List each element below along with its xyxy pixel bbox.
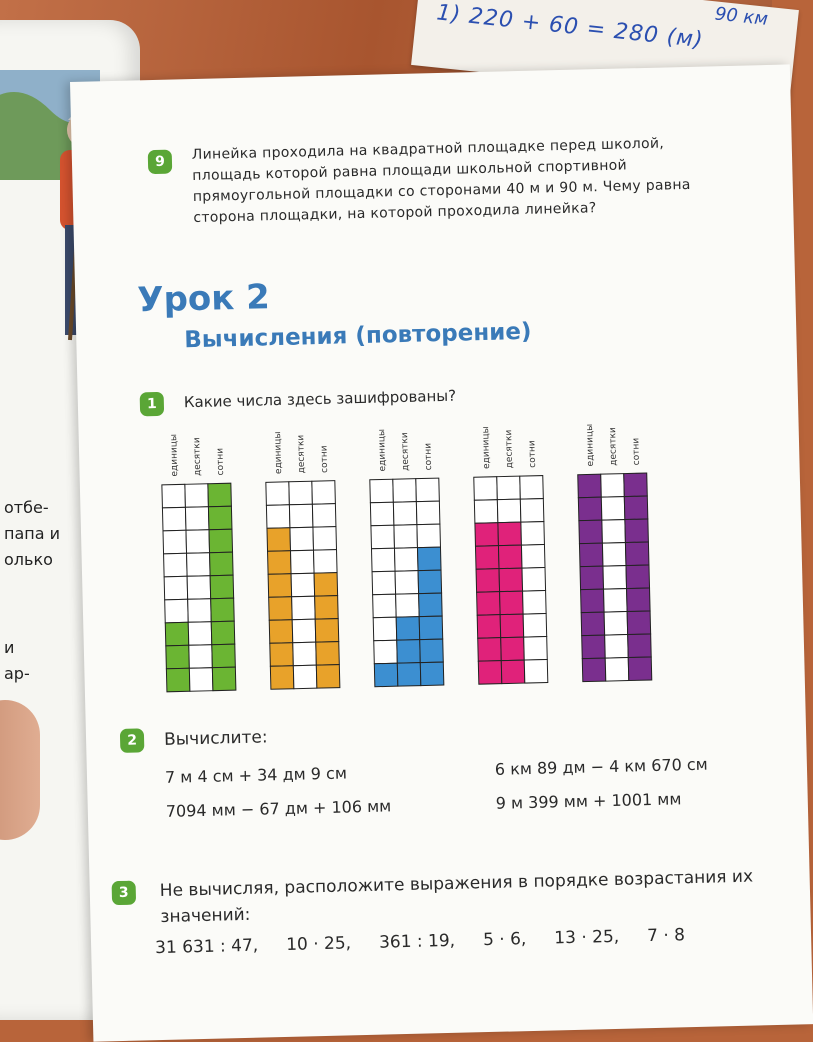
column-label: сотни (215, 447, 227, 476)
grid-cell (626, 565, 650, 589)
grid-cell (185, 484, 209, 508)
grid-cell (396, 617, 420, 641)
grid-cell (316, 642, 340, 666)
grid-cell (270, 643, 294, 667)
left-page-line: и (4, 638, 15, 657)
exercise-9-badge: 9 (148, 150, 173, 175)
grid-cell (396, 594, 420, 618)
grid-cell (393, 479, 417, 503)
grid-cell (523, 591, 547, 615)
grid-cell (624, 473, 648, 497)
grid-cell (581, 612, 605, 636)
grid-cell (187, 576, 211, 600)
expression: 6 км 89 дм − 4 км 670 см (494, 754, 708, 779)
grid-cell (314, 550, 338, 574)
grid-cell (520, 499, 544, 523)
grid-cell (210, 552, 234, 576)
exercise-3-text: Не вычисляя, расположите выражения в порядке возрастания их значений: (159, 866, 754, 928)
grid-cell (605, 658, 629, 682)
grid-cell (292, 596, 316, 620)
grid-cell (602, 543, 626, 567)
grid-cell (164, 553, 188, 577)
grid-cell (268, 551, 292, 575)
grid-cell (475, 523, 499, 547)
grid-cell (312, 481, 336, 505)
grid-cell (373, 617, 397, 641)
grid-cell (498, 545, 522, 569)
grid-cell (211, 598, 235, 622)
column-label: единицы (273, 431, 285, 475)
grid-cell (166, 645, 190, 669)
grid-cell (293, 665, 317, 689)
grid-cell (500, 591, 524, 615)
sequence-item: 31 631 : 47, (154, 935, 259, 959)
textbook-page (70, 64, 813, 1041)
grid-cell (394, 548, 418, 572)
exercise-1-question: Какие числа здесь зашифрованы? (183, 386, 457, 412)
grid-cell (581, 589, 605, 613)
grid-cell (208, 506, 232, 530)
grid-cell (628, 657, 652, 681)
grid-cell (186, 530, 210, 554)
finger (0, 700, 40, 840)
grid-cell (373, 594, 397, 618)
lesson-title: Урок 2 (136, 277, 271, 321)
grid-cell (501, 637, 525, 661)
grid-cell (211, 621, 235, 645)
grid-cell (292, 619, 316, 643)
grid-cell (524, 637, 548, 661)
grid-cell (497, 476, 521, 500)
grid-cell (395, 571, 419, 595)
grid-cell (579, 543, 603, 567)
grid-cell (498, 522, 522, 546)
grid-cell (582, 635, 606, 659)
grid-cell (165, 599, 189, 623)
column-label: единицы (585, 423, 597, 467)
grid-cell (188, 622, 212, 646)
grid-cell (416, 478, 440, 502)
grid-cell (419, 593, 443, 617)
grid-cell (580, 566, 604, 590)
grid-cell (476, 569, 500, 593)
column-label: десятки (608, 427, 620, 466)
grid-cell (474, 477, 498, 501)
grid-cell (578, 474, 602, 498)
grid-cell (370, 502, 394, 526)
grid-cell (417, 547, 441, 571)
grid-cell (312, 504, 336, 528)
grid-cell (397, 663, 421, 687)
grid-cell (164, 576, 188, 600)
grid-cell (371, 525, 395, 549)
grid-cell (523, 614, 547, 638)
grid-cell (291, 573, 315, 597)
left-page-line: ар- (4, 664, 30, 683)
grid-cell (500, 614, 524, 638)
grid-cell (266, 505, 290, 529)
grid-cell (582, 658, 606, 682)
place-value-grid (265, 430, 340, 689)
sequence-item: 7 · 8 (646, 925, 686, 947)
grid-cell (420, 662, 444, 686)
grid-cell (290, 527, 314, 551)
grid-cell (624, 496, 648, 520)
column-label: десятки (296, 434, 308, 474)
grid-cell (605, 635, 629, 659)
grid-cell (420, 639, 444, 663)
sequence-item: 5 · 6, (482, 929, 527, 951)
grid-cell (212, 667, 236, 691)
grid-cell (289, 504, 313, 528)
column-label: сотни (423, 442, 435, 471)
exercise-2-title: Вычислите: (163, 727, 268, 750)
grid-cell (522, 568, 546, 592)
column-label: сотни (319, 445, 331, 474)
grid-cell (269, 620, 293, 644)
grid-cell (188, 599, 212, 623)
grid-cell (268, 574, 292, 598)
grid-cell (602, 520, 626, 544)
expression-sequence (155, 924, 755, 959)
grid-cell (625, 519, 649, 543)
grid-cell (374, 663, 398, 687)
left-page-line: папа и (4, 524, 61, 543)
grid-cell (521, 522, 545, 546)
grid-cell (625, 542, 649, 566)
grid-cell (521, 545, 545, 569)
grid-cell (477, 615, 501, 639)
grid-cell (499, 568, 523, 592)
grid-cell (417, 524, 441, 548)
column-label: сотни (527, 440, 539, 468)
grid-cell (166, 668, 190, 692)
sequence-item: 10 · 25, (285, 933, 352, 955)
grid-cell (478, 638, 502, 662)
grid-cell (416, 501, 440, 525)
grid-cell (189, 668, 213, 692)
grid-cell (603, 566, 627, 590)
column-label: десятки (504, 429, 516, 469)
grid-cell (314, 573, 338, 597)
sequence-item: 13 · 25, (554, 926, 620, 949)
grid-cell (210, 575, 234, 599)
note-line-2: 90 км (713, 3, 769, 30)
grid-cell (601, 474, 625, 498)
grid-cell (601, 497, 625, 521)
grid-cell (315, 596, 339, 620)
grid-cell (627, 588, 651, 612)
grid-cell (162, 484, 186, 508)
column-label: единицы (377, 428, 389, 472)
place-value-grid (369, 428, 444, 687)
grid-cell (474, 500, 498, 524)
sequence-item: 361 : 19, (378, 930, 456, 953)
grid-cell (270, 666, 294, 690)
grid-cell (628, 634, 652, 658)
place-value-grid (161, 433, 236, 692)
grid-cell (501, 660, 525, 684)
exercise-1-badge: 1 (140, 392, 165, 417)
column-label: единицы (169, 433, 181, 477)
left-page-line: отбе- (4, 498, 49, 517)
grid-cell (520, 476, 544, 500)
grid-cell (313, 527, 337, 551)
column-label: единицы (481, 426, 493, 470)
grid-cell (397, 640, 421, 664)
grid-cell (579, 520, 603, 544)
expression: 7094 мм − 67 дм + 106 мм (165, 796, 392, 821)
grid-cell (627, 611, 651, 635)
grid-cell (524, 660, 548, 684)
grid-cell (370, 479, 394, 503)
grid-cell (604, 612, 628, 636)
grid-cell (393, 502, 417, 526)
grid-cell (394, 525, 418, 549)
abacus-grids (160, 412, 686, 695)
grid-cell (212, 644, 236, 668)
column-label: десятки (192, 437, 204, 477)
grid-cell (209, 529, 233, 553)
place-value-grid (473, 425, 548, 684)
grid-cell (578, 497, 602, 521)
grid-cell (372, 571, 396, 595)
grid-cell (185, 507, 209, 531)
grid-cell (419, 616, 443, 640)
grid-cell (497, 499, 521, 523)
grid-cell (475, 546, 499, 570)
expression: 9 м 399 мм + 1001 мм (495, 789, 682, 813)
grid-cell (163, 530, 187, 554)
grid-cell (267, 528, 291, 552)
grid-cell (187, 553, 211, 577)
expression: 7 м 4 см + 34 дм 9 см (164, 763, 348, 787)
exercise-3-badge: 3 (112, 881, 137, 906)
grid-cell (418, 570, 442, 594)
lesson-subtitle: Вычисления (повторение) (184, 318, 532, 354)
grid-cell (478, 661, 502, 685)
grid-cell (165, 622, 189, 646)
grid-cell (208, 483, 232, 507)
grid-cell (293, 642, 317, 666)
grid-cell (162, 507, 186, 531)
grid-cell (266, 482, 290, 506)
column-label: десятки (400, 432, 412, 472)
grid-cell (269, 597, 293, 621)
grid-cell (316, 665, 340, 689)
grid-cell (604, 589, 628, 613)
exercise-9-text: Линейка проходила на квадратной площадке перед школой, площадь которой равна площади школьной спортивной прямоугольной площадки со сторонами 40 м и 90 м. Чему равна сторона площадки, на которой проходила линейка? (191, 135, 691, 227)
grid-cell (289, 481, 313, 505)
note-line-1: 1) 220 + 60 = 280 (м) (435, 0, 705, 54)
grid-cell (477, 592, 501, 616)
grid-cell (315, 619, 339, 643)
grid-cell (371, 548, 395, 572)
left-page-line: олько (4, 550, 53, 569)
grid-cell (291, 550, 315, 574)
exercise-2-badge: 2 (120, 728, 145, 753)
grid-cell (189, 645, 213, 669)
column-label: сотни (631, 437, 643, 466)
place-value-grid (577, 422, 652, 681)
grid-cell (374, 640, 398, 664)
